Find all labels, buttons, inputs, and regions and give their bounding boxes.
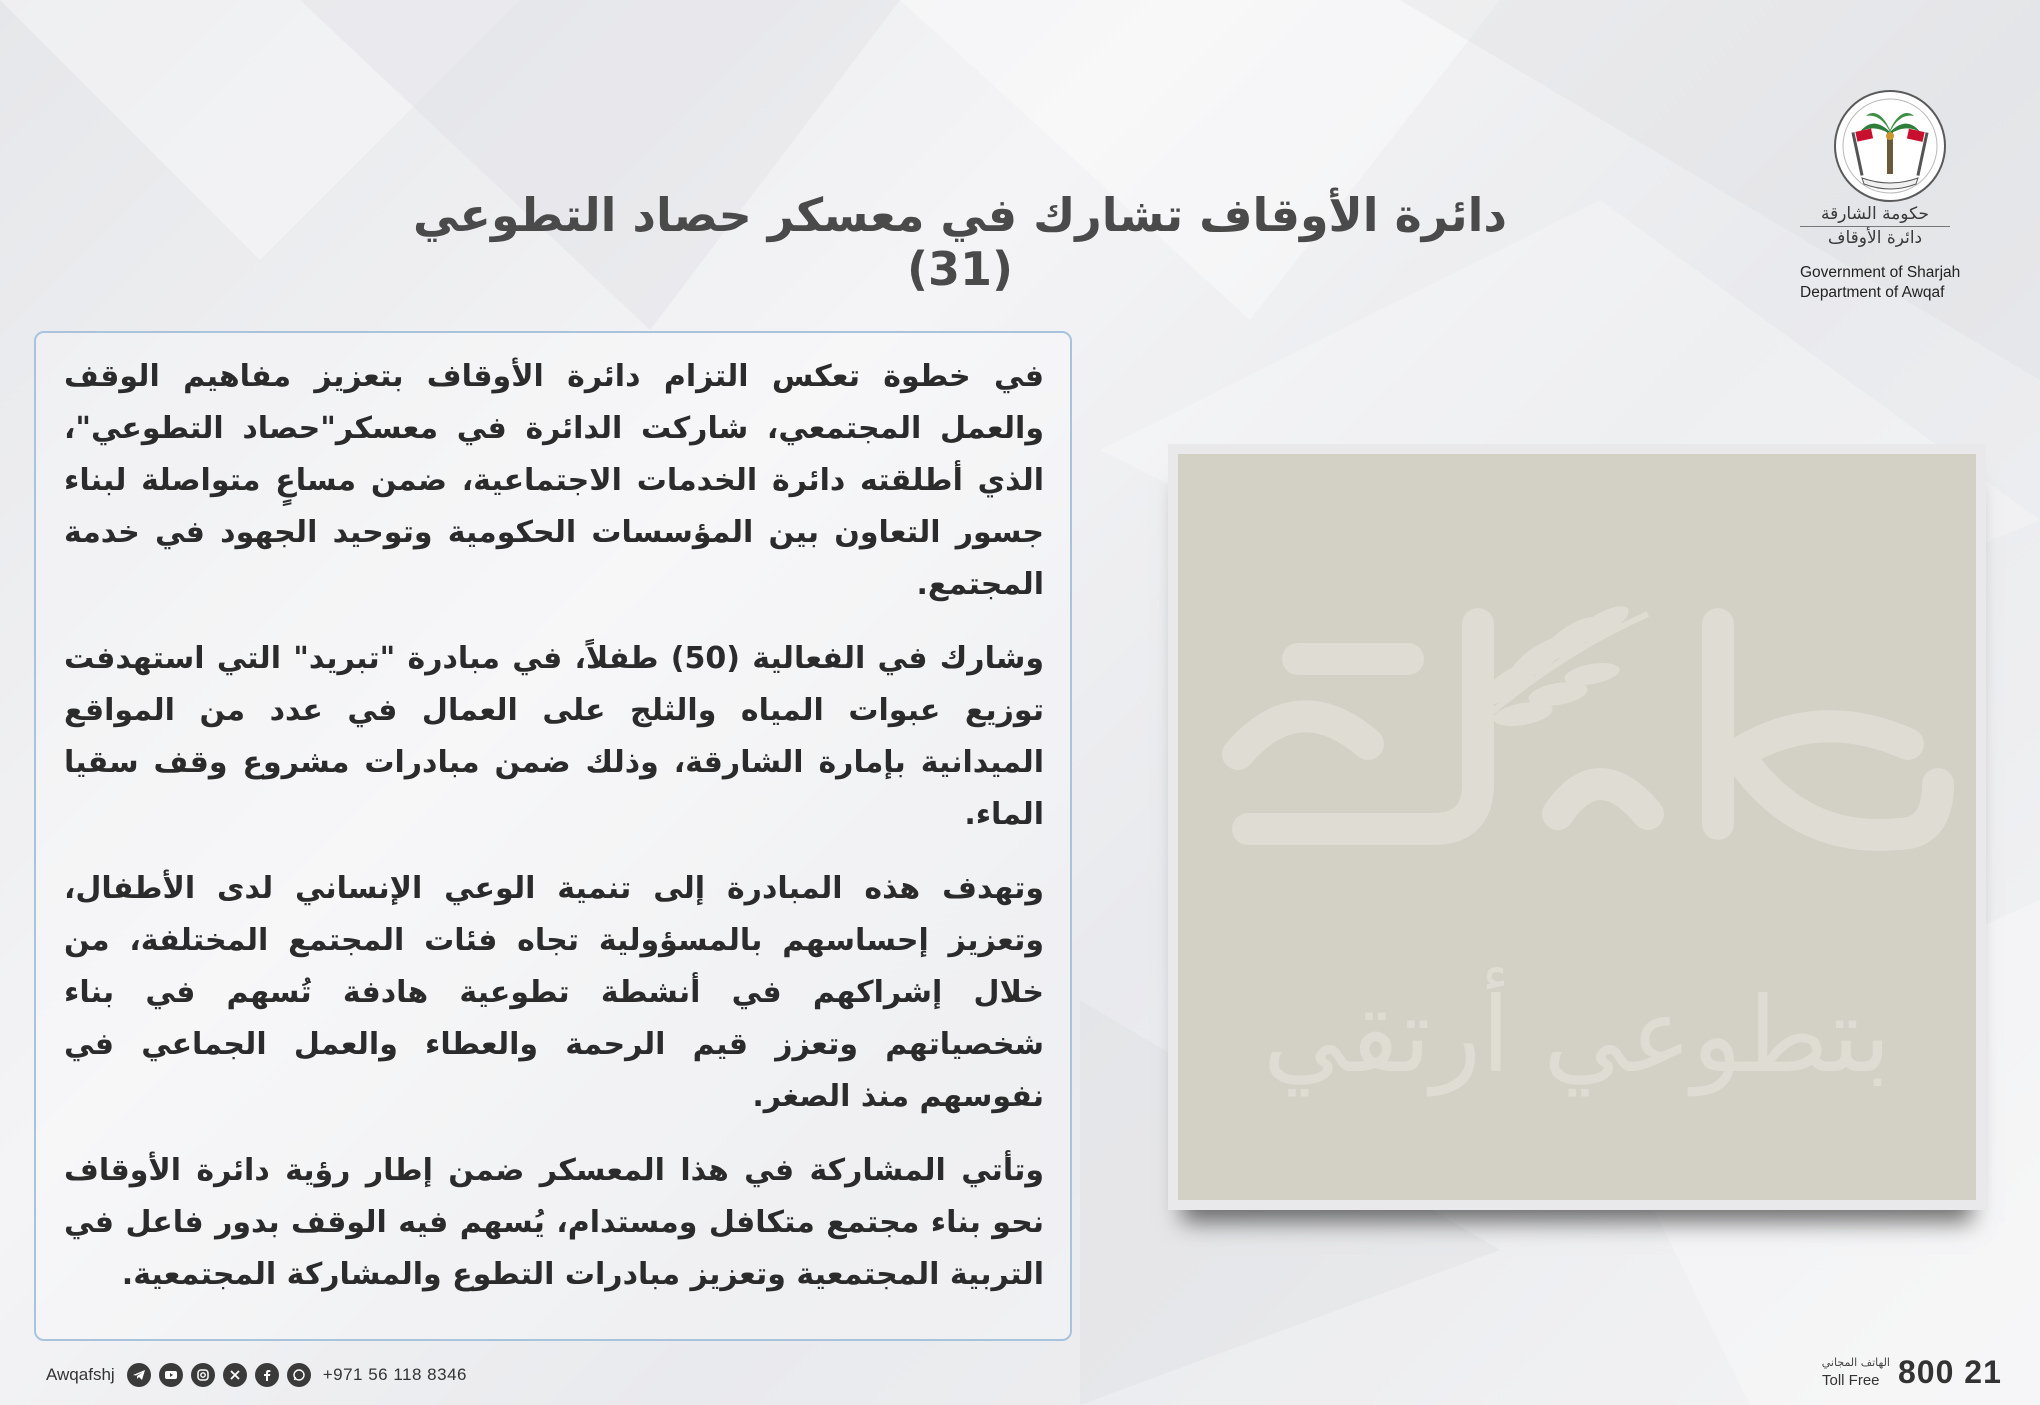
campaign-slogan: بتطوعي أرتقي [1262, 974, 1892, 1096]
phone-number[interactable]: +971 56 118 8346 [322, 1365, 467, 1384]
toll-free-arabic-label: الهاتف المجاني [1821, 1356, 1890, 1369]
logo-english-department: Department of Awqaf [1800, 284, 1945, 301]
hasad-campaign-image [1168, 444, 1986, 1210]
article-paragraph-2: وشارك في الفعالية (50) طفلاً، في مبادرة "تبريد" التي استهدفت توزيع عبوات المياه والثلج على العمال في عدد من المواقع الميدانية بإمارة الشارقة، وذلك ضمن مبادرات مشروع وقف سقيا الماء. [64, 641, 1044, 832]
x-icon[interactable] [223, 1363, 247, 1387]
facebook-icon[interactable] [255, 1363, 279, 1387]
sharjah-emblem-icon [1832, 88, 1948, 204]
youtube-icon[interactable] [159, 1363, 183, 1387]
hasad-logo-icon [1178, 454, 1976, 974]
government-logo [1790, 88, 2020, 308]
article-paragraph-3: وتهدف هذه المبادرة إلى تنمية الوعي الإنساني لدى الأطفال، وتعزيز إحساسهم بالمسؤولية تجاه فئات المجتمع المختلفة، من خلال إشراكهم في أنشطة تطوعية هادفة تُسهم في بناء شخصياتهم وتعزز قيم الرحمة والعطاء والعمل الجماعي في نفوسهم منذ الصغر. [64, 871, 1044, 1114]
telegram-icon[interactable] [127, 1363, 151, 1387]
instagram-icon[interactable] [191, 1363, 215, 1387]
whatsapp-icon[interactable] [287, 1363, 311, 1387]
social-footer [46, 1360, 467, 1390]
toll-free-label: Toll Free [1822, 1372, 1880, 1389]
logo-arabic-government: حكومة الشارقة [1820, 204, 1929, 224]
social-handle: Awqafshj [46, 1365, 115, 1384]
toll-free-number[interactable]: 800 21 [1898, 1354, 2002, 1390]
page-title: دائرة الأوقاف تشارك في معسكر حصاد التطوعي (31) [412, 188, 1507, 296]
article-paragraph-4: وتأتي المشاركة في هذا المعسكر ضمن إطار رؤية دائرة الأوقاف نحو بناء مجتمع متكافل ومستدام، يُسهم فيه الوقف بدور فاعل في التربية المجتمعية وتعزيز مبادرات التطوع والمشاركة المجتمعية. [64, 1153, 1044, 1292]
toll-free-block [1820, 1354, 2030, 1394]
article-paragraph-1: في خطوة تعكس التزام دائرة الأوقاف بتعزيز مفاهيم الوقف والعمل المجتمعي، شاركت الدائرة في معسكر"حصاد التطوعي"، الذي أطلقته دائرة الخدمات الاجتماعية، ضمن مساعٍ متواصلة لبناء جسور التعاون بين المؤسسات الحكومية وتوحيد الجهود في خدمة المجتمع. [64, 359, 1044, 602]
logo-arabic-department: دائرة الأوقاف [1800, 226, 1950, 248]
logo-english-government: Government of Sharjah [1800, 264, 1961, 281]
article-box [34, 331, 1072, 1341]
